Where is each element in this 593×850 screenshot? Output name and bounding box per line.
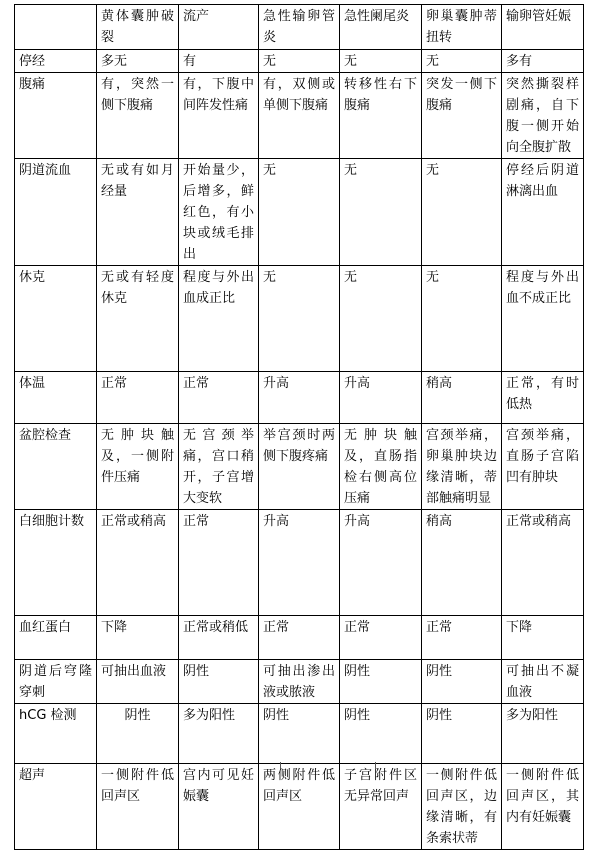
table-header-row: [15, 5, 584, 50]
table-cell: 无: [259, 266, 340, 372]
column-header-cell: 卵巢囊肿蒂扭转: [422, 5, 502, 50]
table-row: [15, 372, 584, 424]
table-cell: 无: [259, 50, 340, 73]
table-cell: 升高: [259, 510, 340, 616]
table-cell: 无或有如月经量: [97, 159, 179, 266]
row-header-cell: 休克: [15, 266, 97, 372]
table-cell: 多为阳性: [179, 704, 259, 764]
column-header-cell: 输卵管妊娠: [502, 5, 584, 50]
row-header-cell: 停经: [15, 50, 97, 73]
row-header-cell: 白细胞计数: [15, 510, 97, 616]
table-cell: 可抽出渗出液或脓液: [259, 660, 340, 704]
table-cell: 举宫颈时两侧下腹疼痛: [259, 424, 340, 510]
differential-diagnosis-table: [14, 4, 584, 850]
table-cell: 阴性: [340, 704, 422, 764]
row-header-cell: 腹痛: [15, 73, 97, 159]
table-cell: 停经后阴道淋漓出血: [502, 159, 584, 266]
table-cell: 升高: [259, 372, 340, 424]
table-cell: 无: [422, 50, 502, 73]
table-cell: 子宫附件区无异常回声: [340, 764, 422, 850]
column-header-cell: 黄体囊肿破裂: [97, 5, 179, 50]
table-cell: 宫颈举痛，卵巢肿块边缘清晰，蒂部触痛明显: [422, 424, 502, 510]
table-row: [15, 424, 584, 510]
table-cell: 宫颈举痛，直肠子宫陷凹有肿块: [502, 424, 584, 510]
column-header-cell: 流产: [179, 5, 259, 50]
table-cell: 阴性: [422, 660, 502, 704]
corner-header-cell: [15, 5, 97, 50]
table-cell: 程度与外出血成正比: [179, 266, 259, 372]
table-cell: 有，突然一侧下腹痛: [97, 73, 179, 159]
table-cell: 正常: [97, 372, 179, 424]
table-cell: 正常: [179, 372, 259, 424]
table-cell: 稍高: [422, 510, 502, 616]
table-cell: 一侧附件低回声区，边缘清晰，有条索状蒂: [422, 764, 502, 850]
table-cell: 阴性: [97, 704, 179, 764]
table-cell: 两侧附件低回声区: [259, 764, 340, 850]
row-header-cell: 阴道后穹隆穿刺: [15, 660, 97, 704]
table-cell: 多无: [97, 50, 179, 73]
table-row: [15, 660, 584, 704]
table-cell: 阴性: [340, 660, 422, 704]
table-cell: 可抽出血液: [97, 660, 179, 704]
table-cell: 程度与外出血不成正比: [502, 266, 584, 372]
table-row: [15, 159, 584, 266]
table-cell: 一侧附件低回声区，其内有妊娠囊: [502, 764, 584, 850]
table-cell: 无: [340, 50, 422, 73]
page-corner-mark-left: [280, 762, 287, 768]
table-cell: 正常: [422, 616, 502, 660]
row-header-cell: hCG 检测: [15, 704, 97, 764]
table-cell: 转移性右下腹痛: [340, 73, 422, 159]
page-corner-mark-right: [375, 762, 382, 768]
table-cell: 稍高: [422, 372, 502, 424]
table-cell: 多有: [502, 50, 584, 73]
table-cell: 无: [340, 266, 422, 372]
table-cell: 正常或稍高: [97, 510, 179, 616]
table-cell: 无肿块触及，一侧附件压痛: [97, 424, 179, 510]
table-cell: 下降: [97, 616, 179, 660]
table-row: [15, 50, 584, 73]
table-cell: 可抽出不凝血液: [502, 660, 584, 704]
row-header-cell: 超声: [15, 764, 97, 850]
table-row: [15, 73, 584, 159]
table-cell: 正常，有时低热: [502, 372, 584, 424]
table-cell: 有: [179, 50, 259, 73]
table-cell: 升高: [340, 510, 422, 616]
table-cell: 无: [340, 159, 422, 266]
table-cell: 正常: [179, 510, 259, 616]
table-cell: 正常: [259, 616, 340, 660]
table-cell: 无或有轻度休克: [97, 266, 179, 372]
table-cell: 多为阳性: [502, 704, 584, 764]
table-row: [15, 616, 584, 660]
table-cell: 无: [422, 266, 502, 372]
table-cell: 无: [422, 159, 502, 266]
table-row: [15, 266, 584, 372]
column-header-cell: 急性输卵管炎: [259, 5, 340, 50]
table-row: [15, 510, 584, 616]
table-cell: 无宫颈举痛，宫口稍开，子宫增大变软: [179, 424, 259, 510]
table-cell: 宫内可见妊娠囊: [179, 764, 259, 850]
table-cell: 正常或稍低: [179, 616, 259, 660]
row-header-cell: 阴道流血: [15, 159, 97, 266]
table-cell: 正常或稍高: [502, 510, 584, 616]
table-cell: 一侧附件低回声区: [97, 764, 179, 850]
table-cell: 升高: [340, 372, 422, 424]
table-cell: 无: [259, 159, 340, 266]
table-cell: 正常: [340, 616, 422, 660]
row-header-cell: 血红蛋白: [15, 616, 97, 660]
table-row: [15, 704, 584, 764]
table-row: [15, 764, 584, 850]
table-cell: 突发一侧下腹痛: [422, 73, 502, 159]
table-cell: 阴性: [422, 704, 502, 764]
table-cell: 有，双侧或单侧下腹痛: [259, 73, 340, 159]
table-cell: 阴性: [259, 704, 340, 764]
table-cell: 开始量少，后增多，鲜红色，有小块或绒毛排出: [179, 159, 259, 266]
table-cell: 有，下腹中间阵发性痛: [179, 73, 259, 159]
row-header-cell: 体温: [15, 372, 97, 424]
table-cell: 突然撕裂样剧痛，自下腹一侧开始向全腹扩散: [502, 73, 584, 159]
row-header-cell: 盆腔检查: [15, 424, 97, 510]
table-cell: 下降: [502, 616, 584, 660]
column-header-cell: 急性阑尾炎: [340, 5, 422, 50]
table-cell: 无肿块触及，直肠指检右侧高位压痛: [340, 424, 422, 510]
table-cell: 阴性: [179, 660, 259, 704]
